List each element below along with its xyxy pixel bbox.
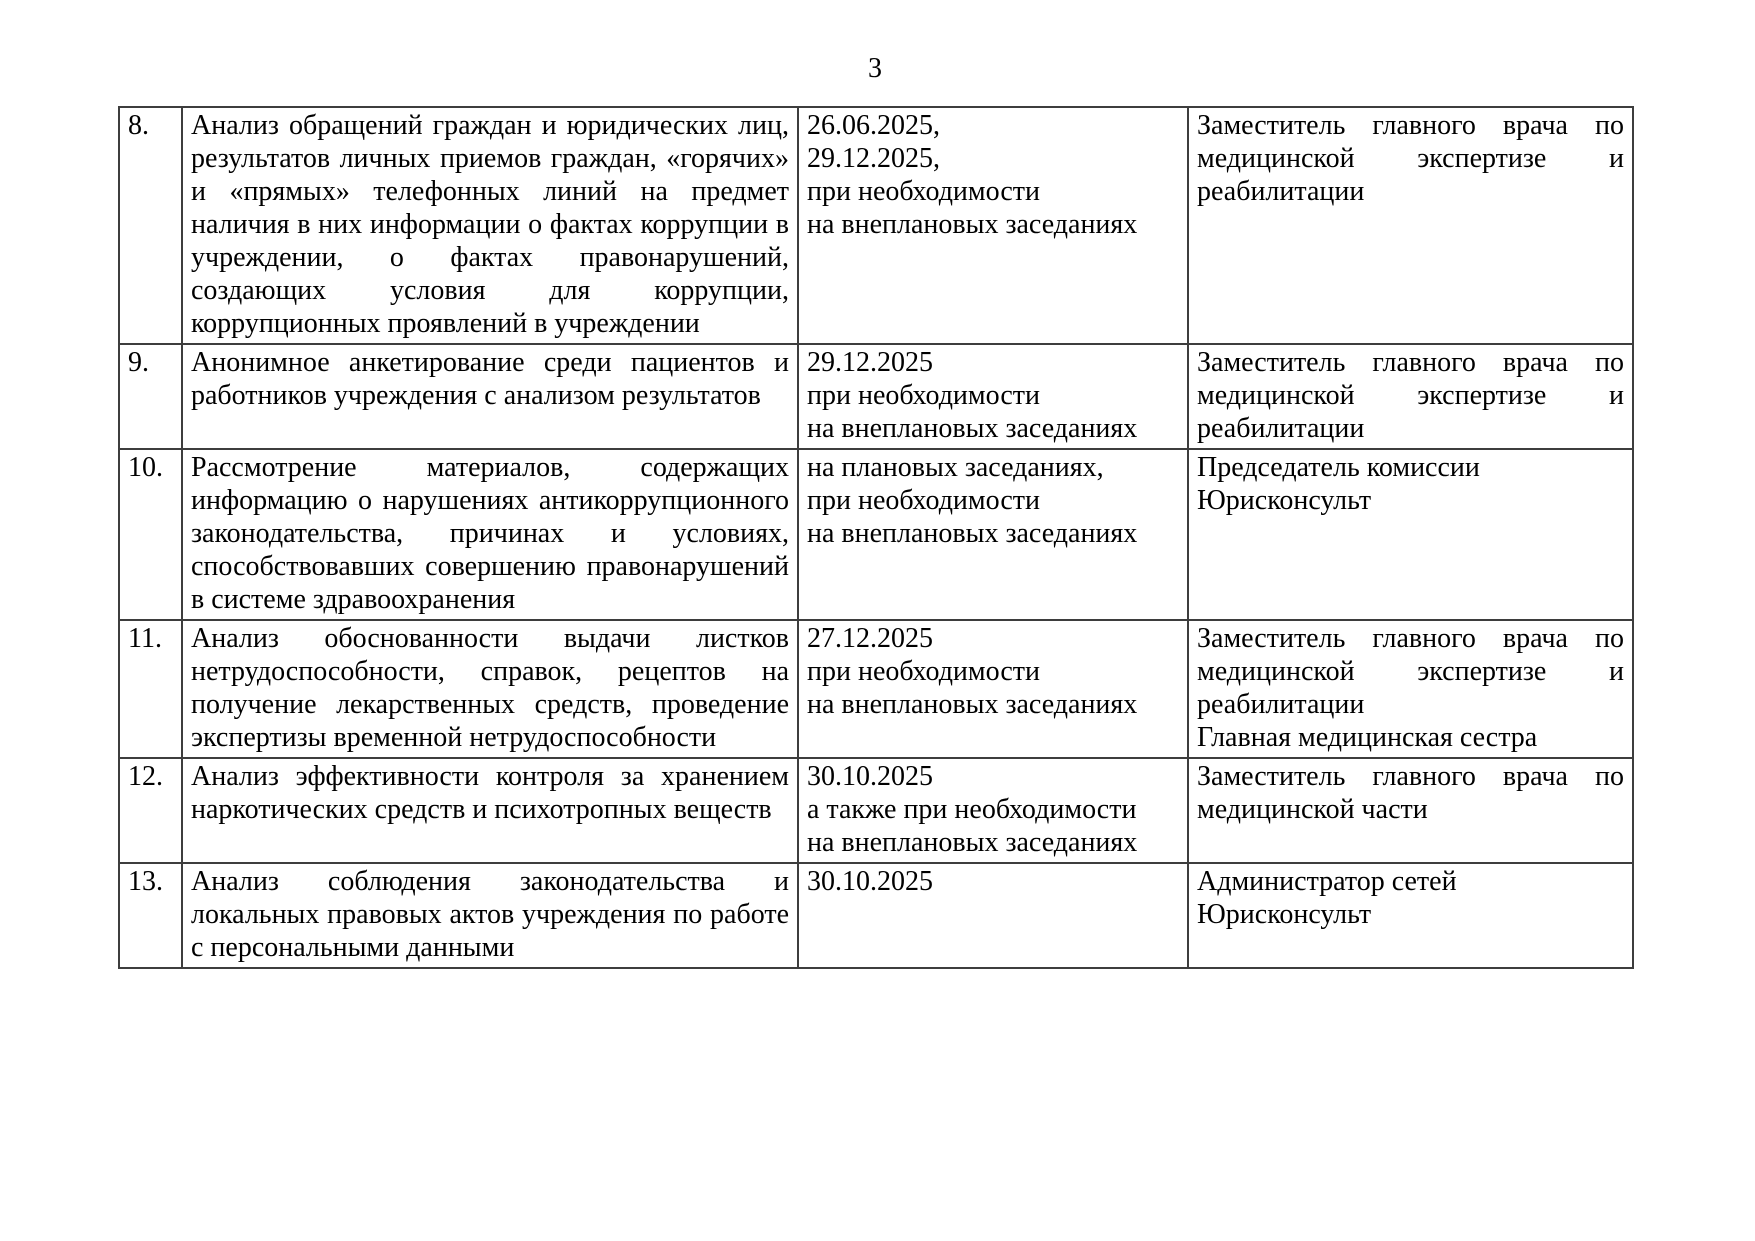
date-line: а также при необходимости bbox=[807, 794, 1137, 825]
date-line: 27.12.2025 bbox=[807, 623, 933, 654]
activity-text: Анонимное анкетирование среди пациентов и работников учреждения с анализом результатов bbox=[191, 347, 789, 411]
page-number: 3 bbox=[868, 53, 882, 84]
table-row bbox=[119, 620, 1633, 758]
activity-cell bbox=[182, 107, 798, 344]
row-number: 13. bbox=[128, 866, 163, 897]
dates-cell bbox=[798, 344, 1188, 449]
responsible-cell bbox=[1188, 107, 1633, 344]
responsible-line: Юрисконсульт bbox=[1197, 485, 1372, 516]
activity-text: Анализ эффективности контроля за хранением наркотических средств и психотропных веществ bbox=[191, 761, 789, 825]
responsible-line: Заместитель главного врача по медицинской экспертизе и реабилитации bbox=[1197, 347, 1624, 444]
plan-table-body bbox=[119, 107, 1633, 968]
activity-cell bbox=[182, 344, 798, 449]
row-number-cell bbox=[119, 449, 182, 620]
row-number-cell bbox=[119, 344, 182, 449]
activity-cell bbox=[182, 620, 798, 758]
responsible-line: Заместитель главного врача по медицинской экспертизе и реабилитации bbox=[1197, 623, 1624, 720]
activity-cell bbox=[182, 449, 798, 620]
date-line: 26.06.2025, bbox=[807, 110, 940, 141]
date-line: на плановых заседаниях, bbox=[807, 452, 1104, 483]
activity-text: Анализ обоснованности выдачи листков нетрудоспособности, справок, рецептов на получение лекарственных средств, проведение экспертизы временной нетрудоспособности bbox=[191, 623, 789, 753]
row-number-cell bbox=[119, 758, 182, 863]
row-number: 10. bbox=[128, 452, 163, 483]
activity-text: Анализ обращений граждан и юридических лиц, результатов личных приемов граждан, «горячих» и «прямых» телефонных линий на предмет наличия в них информации о фактах коррупции в учреждении, о фактах правонарушений, создающих условия для коррупции, коррупционных проявлений в учреждении bbox=[191, 110, 789, 339]
responsible-line: Главная медицинская сестра bbox=[1197, 722, 1538, 753]
table-row bbox=[119, 449, 1633, 620]
date-line: при необходимости bbox=[807, 176, 1040, 207]
responsible-line: Администратор сетей bbox=[1197, 866, 1457, 897]
row-number: 11. bbox=[128, 623, 162, 654]
date-line: при необходимости bbox=[807, 656, 1040, 687]
responsible-line: Заместитель главного врача по медицинской экспертизе и реабилитации bbox=[1197, 110, 1624, 207]
row-number-cell bbox=[119, 107, 182, 344]
anticorruption-plan-table bbox=[118, 106, 1634, 969]
dates-cell bbox=[798, 863, 1188, 968]
responsible-cell bbox=[1188, 758, 1633, 863]
date-line: при необходимости bbox=[807, 485, 1040, 516]
table-row bbox=[119, 107, 1633, 344]
date-line: 30.10.2025 bbox=[807, 761, 933, 792]
activity-text: Анализ соблюдения законодательства и локальных правовых актов учреждения по работе с персональными данными bbox=[191, 866, 789, 963]
responsible-cell bbox=[1188, 620, 1633, 758]
date-line: на внеплановых заседаниях bbox=[807, 413, 1138, 444]
activity-cell bbox=[182, 863, 798, 968]
dates-cell bbox=[798, 620, 1188, 758]
dates-cell bbox=[798, 758, 1188, 863]
responsible-cell bbox=[1188, 449, 1633, 620]
row-number: 12. bbox=[128, 761, 163, 792]
date-line: на внеплановых заседаниях bbox=[807, 827, 1138, 858]
date-line: на внеплановых заседаниях bbox=[807, 689, 1138, 720]
row-number-cell bbox=[119, 620, 182, 758]
date-line: 30.10.2025 bbox=[807, 866, 933, 897]
dates-cell bbox=[798, 449, 1188, 620]
table-row bbox=[119, 758, 1633, 863]
row-number: 8. bbox=[128, 110, 149, 141]
activity-text: Рассмотрение материалов, содержащих информацию о нарушениях антикоррупционного законодательства, причинах и условиях, способствовавших совершению правонарушений в системе здравоохранения bbox=[191, 452, 789, 615]
responsible-line: Заместитель главного врача по медицинской части bbox=[1197, 761, 1624, 825]
row-number-cell bbox=[119, 863, 182, 968]
date-line: на внеплановых заседаниях bbox=[807, 209, 1138, 240]
date-line: 29.12.2025, bbox=[807, 143, 940, 174]
row-number: 9. bbox=[128, 347, 149, 378]
table-row bbox=[119, 863, 1633, 968]
activity-cell bbox=[182, 758, 798, 863]
table-row bbox=[119, 344, 1633, 449]
responsible-cell bbox=[1188, 344, 1633, 449]
dates-cell bbox=[798, 107, 1188, 344]
date-line: на внеплановых заседаниях bbox=[807, 518, 1138, 549]
date-line: 29.12.2025 bbox=[807, 347, 933, 378]
date-line: при необходимости bbox=[807, 380, 1040, 411]
responsible-cell bbox=[1188, 863, 1633, 968]
responsible-line: Председатель комиссии bbox=[1197, 452, 1480, 483]
responsible-line: Юрисконсульт bbox=[1197, 899, 1372, 930]
